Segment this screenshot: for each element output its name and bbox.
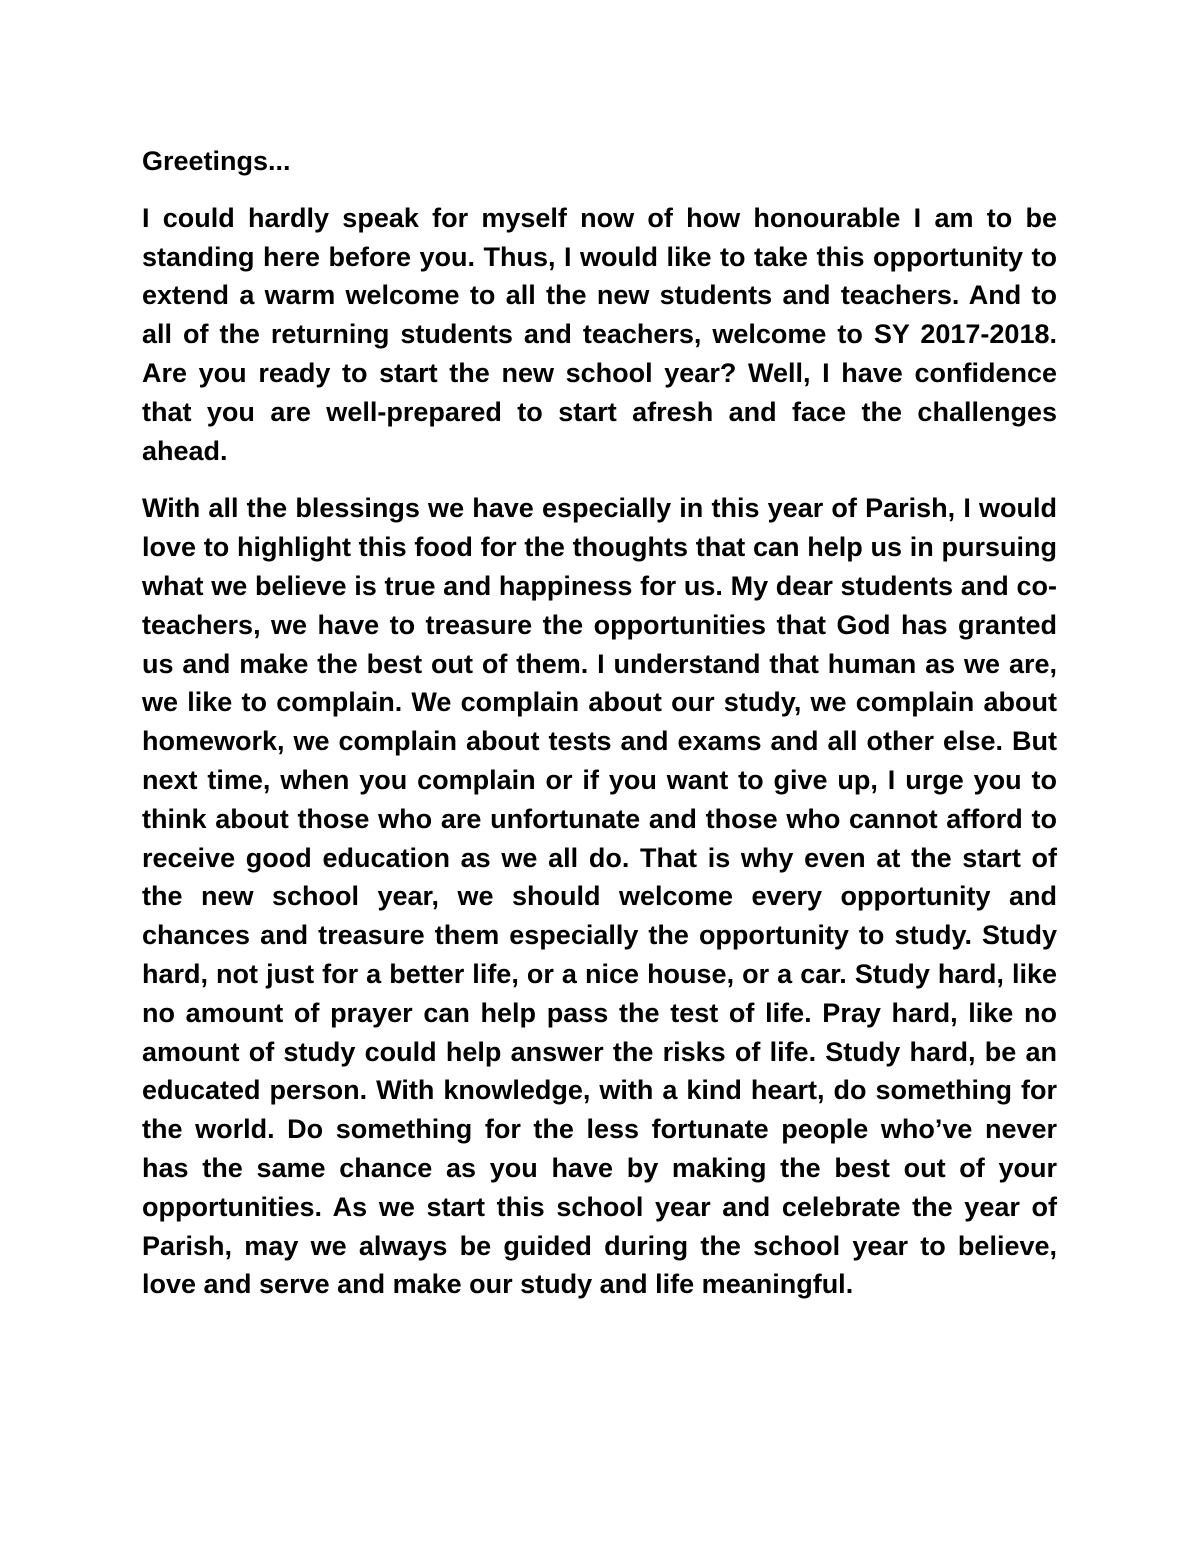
welcome-paragraph: I could hardly speak for myself now of how honourable I am to be standing here before you. Thus, I would like to take this opportunity to extend a warm welcome to all the new students and teachers. And to all of the returning students and teachers, welcome to SY 2017-2018. Are you ready to start the new school year? Well, I have confidence that you are well-prepared to start afresh and face the challenges ahead. [142,202,1057,466]
document-body [142,142,1057,1323]
greeting-line: Greetings... [142,146,291,176]
message-paragraph: With all the blessings we have especially in this year of Parish, I would love to highlight this food for the thoughts that can help us in pursuing what we believe is true and happiness for us. My dear students and co-teachers, we have to treasure the opportunities that God has granted us and make the best out of them. I understand that human as we are, we like to complain. We complain about our study, we complain about homework, we complain about tests and exams and all other else. But next time, when you complain or if you want to give up, I urge you to think about those who are unfortunate and those who cannot afford to receive good education as we all do. That is why even at the start of the new school year, we should welcome every opportunity and chances and treasure them especially the opportunity to study. Study hard, not just for a better life, or a nice house, or a car. Study hard, like no amount of prayer can help pass the test of life. Pray hard, like no amount of study could help answer the risks of life. Study hard, be an educated person. With knowledge, with a kind heart, do something for the world. Do something for the less fortunate people who’ve never has the same chance as you have by making the best out of your opportunities. As we start this school year and celebrate the year of Parish, may we always be guided during the school year to believe, love and serve and make our study and life meaningful. [142,493,1057,1300]
